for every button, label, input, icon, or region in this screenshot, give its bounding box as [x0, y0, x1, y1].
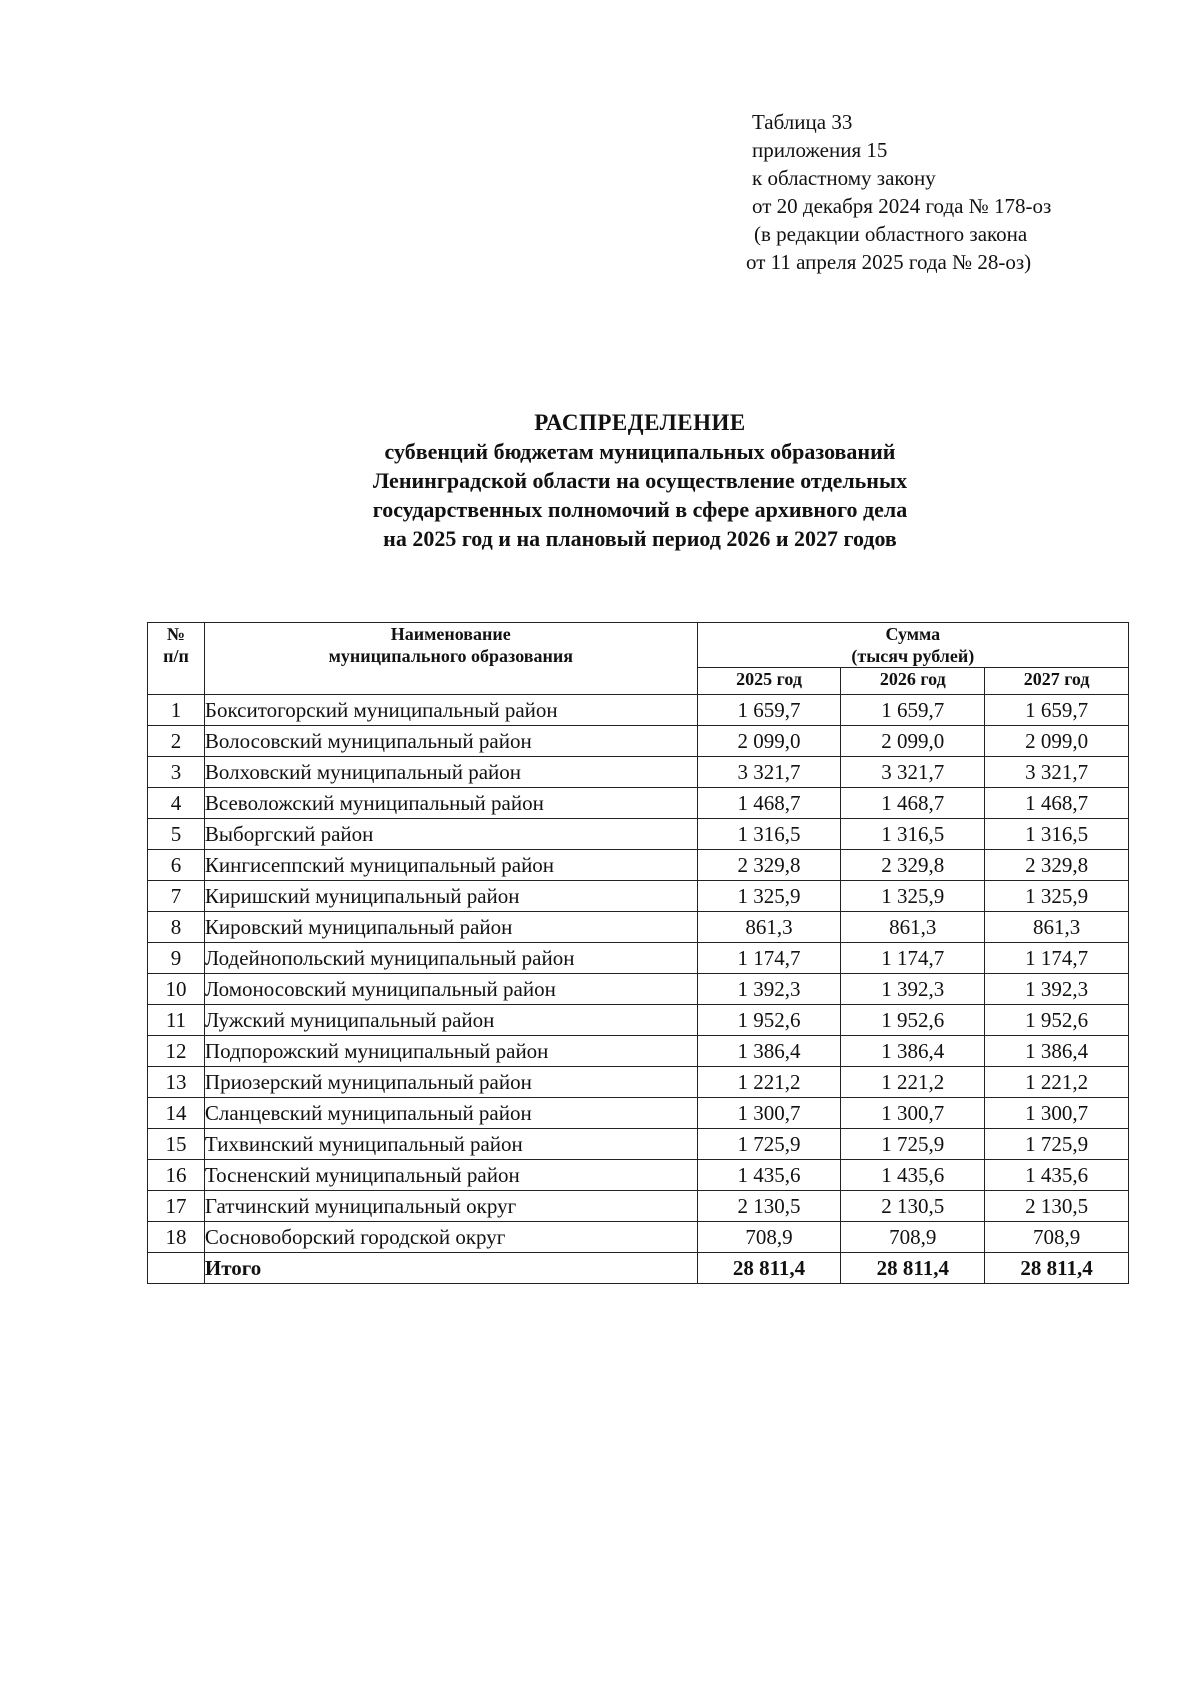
row-number: 16	[148, 1160, 205, 1191]
amount-2026: 1 386,4	[841, 1036, 985, 1067]
table-row	[148, 726, 1129, 757]
row-number: 7	[148, 881, 205, 912]
amount-2025: 1 325,9	[697, 881, 841, 912]
amount-2026: 2 329,8	[841, 850, 985, 881]
amount-2025: 1 725,9	[697, 1129, 841, 1160]
municipality-name: Тихвинский муниципальный район	[204, 1129, 697, 1160]
municipality-name: Всеволожский муниципальный район	[204, 788, 697, 819]
row-number: 8	[148, 912, 205, 943]
total-number-cell	[148, 1253, 205, 1284]
total-label: Итого	[204, 1253, 697, 1284]
amount-2025: 1 316,5	[697, 819, 841, 850]
table-row	[148, 757, 1129, 788]
header-number-symbol: №	[166, 624, 185, 644]
table-row	[148, 943, 1129, 974]
municipality-name: Сланцевский муниципальный район	[204, 1098, 697, 1129]
amount-2027: 1 300,7	[985, 1098, 1129, 1129]
table-row	[148, 974, 1129, 1005]
document-title	[200, 408, 1080, 553]
row-number: 3	[148, 757, 205, 788]
title-line-1: субвенций бюджетам муниципальных образований	[384, 439, 896, 464]
header-sum-line-1: Сумма	[885, 624, 941, 644]
header-name	[204, 623, 697, 695]
amount-2026: 2 130,5	[841, 1191, 985, 1222]
table-row	[148, 1160, 1129, 1191]
amount-2027: 1 316,5	[985, 819, 1129, 850]
amount-2026: 1 435,6	[841, 1160, 985, 1191]
row-number: 18	[148, 1222, 205, 1253]
amount-2027: 1 659,7	[985, 695, 1129, 726]
amount-2025: 1 435,6	[697, 1160, 841, 1191]
amount-2025: 1 659,7	[697, 695, 841, 726]
header-sum	[697, 623, 1128, 668]
amount-2026: 2 099,0	[841, 726, 985, 757]
header-sum-line-2: (тысяч рублей)	[851, 646, 975, 666]
table-row	[148, 819, 1129, 850]
amount-2027: 2 329,8	[985, 850, 1129, 881]
table-row	[148, 1129, 1129, 1160]
amount-2027: 861,3	[985, 912, 1129, 943]
amount-2026: 1 325,9	[841, 881, 985, 912]
appendix-note	[746, 108, 1052, 276]
amount-2027: 1 386,4	[985, 1036, 1129, 1067]
row-number: 1	[148, 695, 205, 726]
amount-2025: 1 468,7	[697, 788, 841, 819]
row-number: 4	[148, 788, 205, 819]
header-name-line-2: муниципального образования	[328, 646, 573, 666]
municipality-name: Сосновоборский городской округ	[204, 1222, 697, 1253]
table-row	[148, 881, 1129, 912]
municipality-name: Бокситогорский муниципальный район	[204, 695, 697, 726]
table-row	[148, 788, 1129, 819]
header-name-line-1: Наименование	[390, 624, 511, 644]
title-line-2: Ленинградской области на осуществление отдельных	[372, 468, 908, 493]
appendix-law-ref: к областному закону	[752, 166, 936, 190]
table-row	[148, 850, 1129, 881]
row-number: 6	[148, 850, 205, 881]
amount-2027: 3 321,7	[985, 757, 1129, 788]
amount-2026: 1 659,7	[841, 695, 985, 726]
table-row	[148, 1222, 1129, 1253]
amount-2027: 1 325,9	[985, 881, 1129, 912]
amount-2025: 1 221,2	[697, 1067, 841, 1098]
row-number: 9	[148, 943, 205, 974]
header-number	[148, 623, 205, 695]
amount-2027: 1 174,7	[985, 943, 1129, 974]
row-number: 15	[148, 1129, 205, 1160]
municipality-name: Тосненский муниципальный район	[204, 1160, 697, 1191]
table-row	[148, 912, 1129, 943]
table-row	[148, 1067, 1129, 1098]
amount-2026: 1 174,7	[841, 943, 985, 974]
total-2026: 28 811,4	[841, 1253, 985, 1284]
amount-2027: 2 099,0	[985, 726, 1129, 757]
municipality-name: Гатчинский муниципальный округ	[204, 1191, 697, 1222]
municipality-name: Приозерский муниципальный район	[204, 1067, 697, 1098]
table-row	[148, 1098, 1129, 1129]
row-number: 2	[148, 726, 205, 757]
amount-2025: 3 321,7	[697, 757, 841, 788]
municipality-name: Киришский муниципальный район	[204, 881, 697, 912]
table-total-row	[148, 1253, 1129, 1284]
row-number: 5	[148, 819, 205, 850]
table-row	[148, 1005, 1129, 1036]
municipality-name: Подпорожский муниципальный район	[204, 1036, 697, 1067]
header-year-2025: 2025 год	[697, 668, 841, 695]
municipality-name: Кировский муниципальный район	[204, 912, 697, 943]
amount-2025: 861,3	[697, 912, 841, 943]
table-row	[148, 1191, 1129, 1222]
header-year-2027: 2027 год	[985, 668, 1129, 695]
amount-2026: 1 952,6	[841, 1005, 985, 1036]
amount-2026: 861,3	[841, 912, 985, 943]
amount-2026: 1 221,2	[841, 1067, 985, 1098]
municipality-name: Волосовский муниципальный район	[204, 726, 697, 757]
appendix-law-date: от 20 декабря 2024 года № 178-оз	[752, 194, 1052, 218]
row-number: 14	[148, 1098, 205, 1129]
municipality-name: Выборгский район	[204, 819, 697, 850]
amount-2027: 1 392,3	[985, 974, 1129, 1005]
municipality-name: Ломоносовский муниципальный район	[204, 974, 697, 1005]
amount-2025: 2 099,0	[697, 726, 841, 757]
appendix-table-number: Таблица 33	[752, 110, 853, 134]
appendix-edition-date: от 11 апреля 2025 года № 28-оз)	[746, 250, 1032, 274]
row-number: 17	[148, 1191, 205, 1222]
municipality-name: Кингисеппский муниципальный район	[204, 850, 697, 881]
title-main: РАСПРЕДЕЛЕНИЕ	[534, 410, 746, 435]
appendix-number: приложения 15	[752, 138, 888, 162]
amount-2026: 1 392,3	[841, 974, 985, 1005]
table-body	[148, 695, 1129, 1284]
amount-2025: 1 392,3	[697, 974, 841, 1005]
amount-2027: 1 435,6	[985, 1160, 1129, 1191]
amount-2025: 708,9	[697, 1222, 841, 1253]
row-number: 13	[148, 1067, 205, 1098]
amount-2027: 1 221,2	[985, 1067, 1129, 1098]
municipality-name: Волховский муниципальный район	[204, 757, 697, 788]
row-number: 12	[148, 1036, 205, 1067]
total-2025: 28 811,4	[697, 1253, 841, 1284]
amount-2025: 1 300,7	[697, 1098, 841, 1129]
header-year-2026: 2026 год	[841, 668, 985, 695]
municipality-name: Лодейнопольский муниципальный район	[204, 943, 697, 974]
title-line-3: государственных полномочий в сфере архивного дела	[372, 497, 908, 522]
amount-2026: 1 300,7	[841, 1098, 985, 1129]
amount-2025: 2 130,5	[697, 1191, 841, 1222]
header-number-abbr: п/п	[163, 646, 189, 666]
table-row	[148, 1036, 1129, 1067]
amount-2027: 2 130,5	[985, 1191, 1129, 1222]
amount-2025: 2 329,8	[697, 850, 841, 881]
amount-2027: 1 725,9	[985, 1129, 1129, 1160]
row-number: 10	[148, 974, 205, 1005]
amount-2027: 1 468,7	[985, 788, 1129, 819]
amount-2025: 1 174,7	[697, 943, 841, 974]
amount-2026: 3 321,7	[841, 757, 985, 788]
amount-2027: 1 952,6	[985, 1005, 1129, 1036]
total-2027: 28 811,4	[985, 1253, 1129, 1284]
amount-2027: 708,9	[985, 1222, 1129, 1253]
title-line-4: на 2025 год и на плановый период 2026 и 2027 годов	[383, 526, 897, 551]
amount-2026: 1 468,7	[841, 788, 985, 819]
table-header-row	[148, 623, 1129, 668]
distribution-table	[147, 622, 1129, 1284]
amount-2026: 1 725,9	[841, 1129, 985, 1160]
appendix-edition-note: (в редакции областного закона	[754, 222, 1028, 246]
municipality-name: Лужский муниципальный район	[204, 1005, 697, 1036]
table-row	[148, 695, 1129, 726]
amount-2026: 1 316,5	[841, 819, 985, 850]
amount-2025: 1 386,4	[697, 1036, 841, 1067]
amount-2025: 1 952,6	[697, 1005, 841, 1036]
amount-2026: 708,9	[841, 1222, 985, 1253]
row-number: 11	[148, 1005, 205, 1036]
